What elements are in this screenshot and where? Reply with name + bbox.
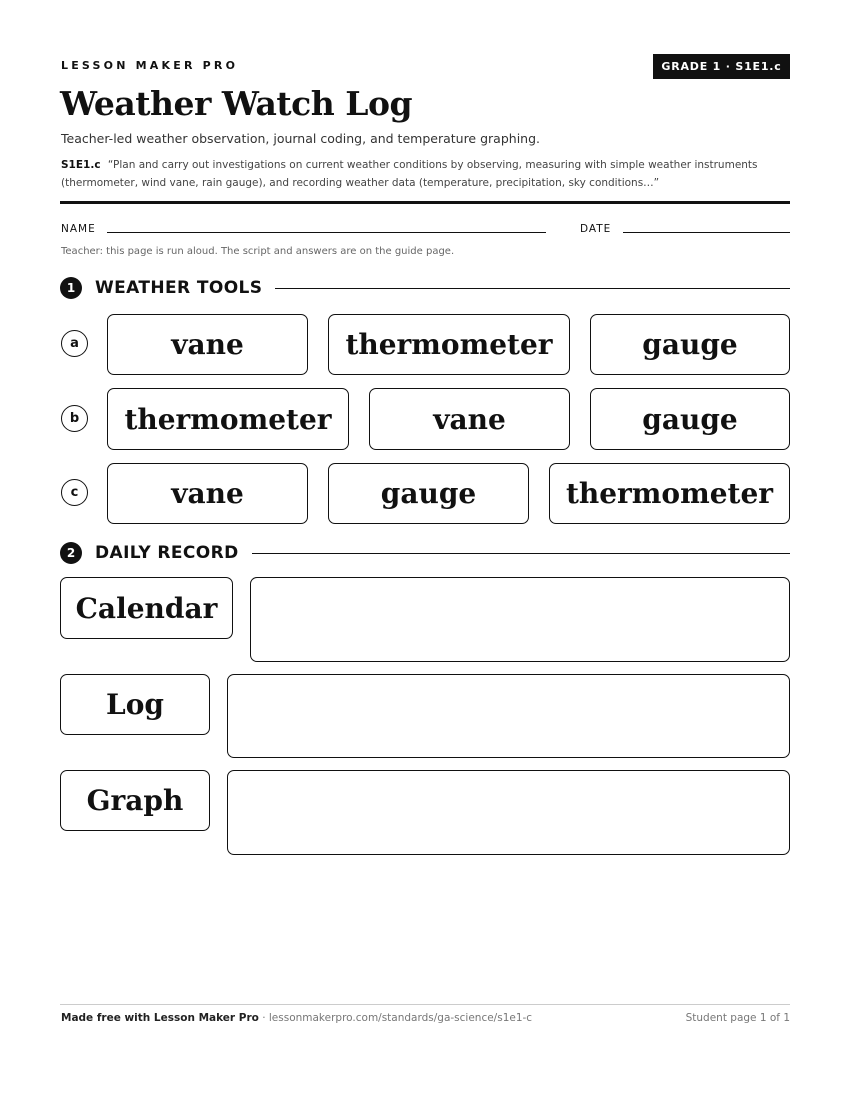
standard-text: “Plan and carry out investigations on current weather conditions by observing, measuring with simple weather instruments (thermometer, wind vane, rain gauge), and recording weather data (temperature, precipitation, sky conditions…”: [61, 159, 758, 189]
section-title: WEATHER TOOLS: [95, 278, 263, 298]
word-card[interactable]: thermometer: [107, 388, 349, 450]
name-label: NAME: [61, 223, 96, 235]
section-heading-weather-tools: [60, 276, 790, 300]
section-number: 2: [60, 542, 82, 564]
section-heading-daily-record: [60, 541, 790, 565]
page-subtitle: Teacher-led weather observation, journal coding, and temperature graphing.: [61, 131, 540, 146]
standard-code: S1E1.c: [61, 159, 101, 171]
word-card[interactable]: vane: [107, 314, 308, 375]
answer-box-graph[interactable]: [227, 770, 790, 855]
word-card[interactable]: gauge: [590, 388, 790, 450]
grade-badge: GRADE 1 · S1E1.c: [653, 54, 790, 79]
section-rule: [275, 288, 790, 289]
footer-url[interactable]: lessonmakerpro.com/standards/ga-science/s1e1-c: [268, 1012, 533, 1024]
word-card[interactable]: vane: [369, 388, 570, 450]
page-title: Weather Watch Log: [60, 84, 413, 123]
section-rule: [252, 553, 790, 554]
footer-divider: [60, 1004, 790, 1005]
row-letter-c: c: [61, 479, 88, 506]
header-divider: [60, 201, 790, 204]
brand-name: LESSON MAKER PRO: [61, 59, 239, 72]
footer-credit: [61, 1012, 532, 1024]
footer-separator: ·: [258, 1012, 269, 1024]
section-title: DAILY RECORD: [95, 543, 239, 563]
footer-page-number: Student page 1 of 1: [685, 1012, 790, 1024]
record-label-calendar: Calendar: [60, 577, 233, 639]
standard-statement: [61, 156, 796, 192]
row-letter-b: b: [61, 405, 88, 432]
record-label-graph: Graph: [60, 770, 210, 831]
word-card[interactable]: thermometer: [328, 314, 570, 375]
answer-box-log[interactable]: [227, 674, 790, 758]
word-card[interactable]: gauge: [328, 463, 529, 524]
record-label-log: Log: [60, 674, 210, 735]
date-label: DATE: [580, 223, 612, 235]
answer-box-calendar[interactable]: [250, 577, 790, 662]
name-field[interactable]: [107, 232, 546, 233]
word-card[interactable]: thermometer: [549, 463, 790, 524]
date-field[interactable]: [623, 232, 790, 233]
footer-made-with: Made free with Lesson Maker Pro: [61, 1012, 259, 1024]
teacher-note: Teacher: this page is run aloud. The script and answers are on the guide page.: [61, 246, 455, 257]
section-number: 1: [60, 277, 82, 299]
word-card[interactable]: gauge: [590, 314, 790, 375]
row-letter-a: a: [61, 330, 88, 357]
word-card[interactable]: vane: [107, 463, 308, 524]
